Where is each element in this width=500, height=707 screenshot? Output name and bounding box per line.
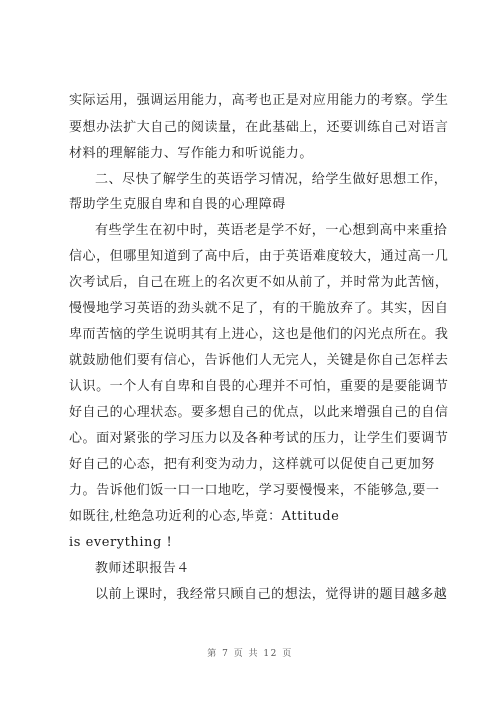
paragraph-line: 如既往,杜绝急功近利的心态,毕竟：Attitude [69,509,340,524]
paragraph-line: 好自己的心理状态。要多想自己的优点，以此来增强自己的自信 [69,405,449,420]
section-heading-line: 二、尽快了解学生的英语学习情况，给学生做好思想工作， [95,172,448,187]
paragraph-line: 好自己的心态，把有利变为动力，这样就可以促使自己更加努 [69,457,435,472]
paragraph-line: 次考试后，自己在班上的名次更不如从前了，并时常为此苦恼， [69,275,449,290]
paragraph-line: 信心，但哪里知道到了高中后，由于英语难度较大，通过高一几 [69,249,449,264]
paragraph-line: 要想办法扩大自己的阅读量，在此基础上，还要训练自己对语言 [69,120,449,135]
page-footer: 第 7 页 共 12 页 [207,649,293,659]
paragraph-line: is everything ! [69,535,173,550]
paragraph-line: 力。告诉他们饭一口一口地吃，学习要慢慢来，不能够急,要一 [69,483,440,498]
paragraph-line: 有些学生在初中时，英语老是学不好，一心想到高中来重拾 [95,223,448,238]
paragraph-line: 卑而苦恼的学生说明其有上进心，这也是他们的闪光点所在。我 [69,327,449,342]
section-heading-line: 帮助学生克服自卑和自畏的心理障碍 [69,197,286,212]
paragraph-line: 以前上课时，我经常只顾自己的想法，觉得讲的题目越多越 [95,587,448,602]
paragraph-line: 材料的理解能力、写作能力和听说能力。 [69,146,313,161]
paragraph-line: 认识。一个人有自卑和自畏的心理并不可怕，重要的是要能调节 [69,379,449,394]
paragraph-line: 心。面对紧张的学习压力以及各种考试的压力，让学生们要调节 [69,431,449,446]
paragraph-line: 慢慢地学习英语的劲头就不足了，有的干脆放弃了。其实，因自 [69,301,449,316]
paragraph-line: 实际运用，强调运用能力，高考也正是对应用能力的考察。学生 [69,93,449,108]
paragraph-line: 就鼓励他们要有信心，告诉他们人无完人，关键是你自己怎样去 [69,353,449,368]
report-heading: 教师述职报告４ [95,561,190,576]
